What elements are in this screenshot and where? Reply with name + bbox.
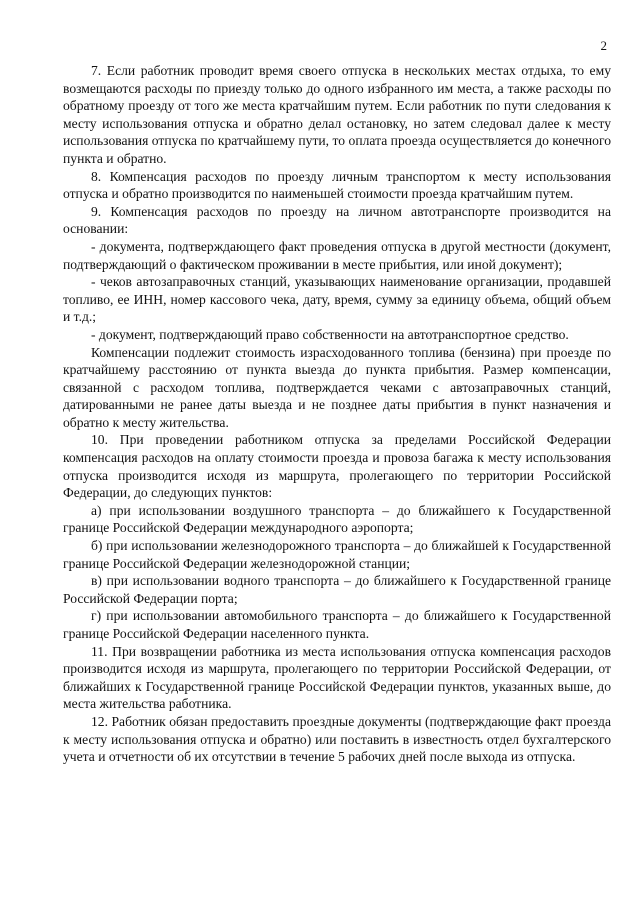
- list-item-document: - документа, подтверждающего факт проведения отпуска в другой местности (документ, подтверждающий о фактическом проживании в месте прибытия, или иной документ);: [63, 238, 611, 272]
- paragraph-10: 10. При проведении работником отпуска за пределами Российской Федерации компенсация расходов на оплату стоимости проезда и провоза багажа к месту использования отпуска производится исходя из маршрута, пролегающего по территории Российской Федерации, до следующих пунктов:: [63, 432, 611, 501]
- list-item-rail: б) при использовании железнодорожного транспорта – до ближайшей к Государственной границе Российской Федерации железнодорожной станции;: [63, 538, 611, 571]
- list-item-air: а) при использовании воздушного транспорта – до ближайшего к Государственной границе Российской Федерации международного аэропорта;: [63, 502, 611, 536]
- list-item-ownership: - документ, подтверждающий право собственности на автотранспортное средство.: [91, 326, 569, 342]
- list-item-water: в) при использовании водного транспорта – до ближайшего к Государственной границе Российской Федерации порта;: [63, 573, 611, 606]
- paragraph-9: 9. Компенсация расходов по проезду на личном автотранспорте производится на основании:: [63, 203, 611, 237]
- paragraph-7: 7. Если работник проводит время своего отпуска в нескольких местах отдыха, то ему возмещаются расходы по приезду только до одного избранного им места, а также расходы по обратному проезду от того же места кратчайшим путем. Если работник по пути следования к месту использования отпуска и обратно делал остановку, но затем следовал далее к месту использования отпуска по кратчайшему пути, то оплата проезда осуществляется до конечного пункта и обратно.: [63, 63, 611, 166]
- paragraph-fuel-compensation: Компенсации подлежит стоимость израсходованного топлива (бензина) при проезде по кратчайшему расстоянию от пункта выезда до пункта прибытия. Размер компенсации, связанной с расходом топлива, подтверждается чеками с автозаправочных станций, датированными не ранее даты выезда и не позднее даты прибытия в пункт назначения и обратно к месту жительства.: [63, 344, 611, 430]
- list-item-receipts: - чеков автозаправочных станций, указывающих наименование организации, продавшей топливо, ее ИНН, номер кассового чека, дату, время, сумму за единицу объема, общий объем и т.д.;: [63, 274, 611, 325]
- paragraph-12: 12. Работник обязан предоставить проездные документы (подтверждающие факт проезда к месту использования отпуска и обратно) или поставить в известность отдел бухгалтерского учета и отчетности об их отсутствии в течение 5 рабочих дней после выхода из отпуска.: [63, 713, 611, 765]
- paragraph-8: 8. Компенсация расходов по проезду личным транспортом к месту использования отпуска и обратно производится по наименьшей стоимости проезда кратчайшим путем.: [63, 168, 611, 202]
- page-number: 2: [600, 38, 607, 53]
- list-item-road: г) при использовании автомобильного транспорта – до ближайшего к Государственной границе Российской Федерации населенного пункта.: [63, 608, 611, 641]
- paragraph-11: 11. При возвращении работника из места использования отпуска компенсация расходов производится исходя из маршрута, пролегающего по территории Российской Федерации, от ближайших к Государственной границе Российской Федерации пунктов, указанных выше, до места жительства работника.: [63, 643, 611, 712]
- document-body: [63, 62, 611, 766]
